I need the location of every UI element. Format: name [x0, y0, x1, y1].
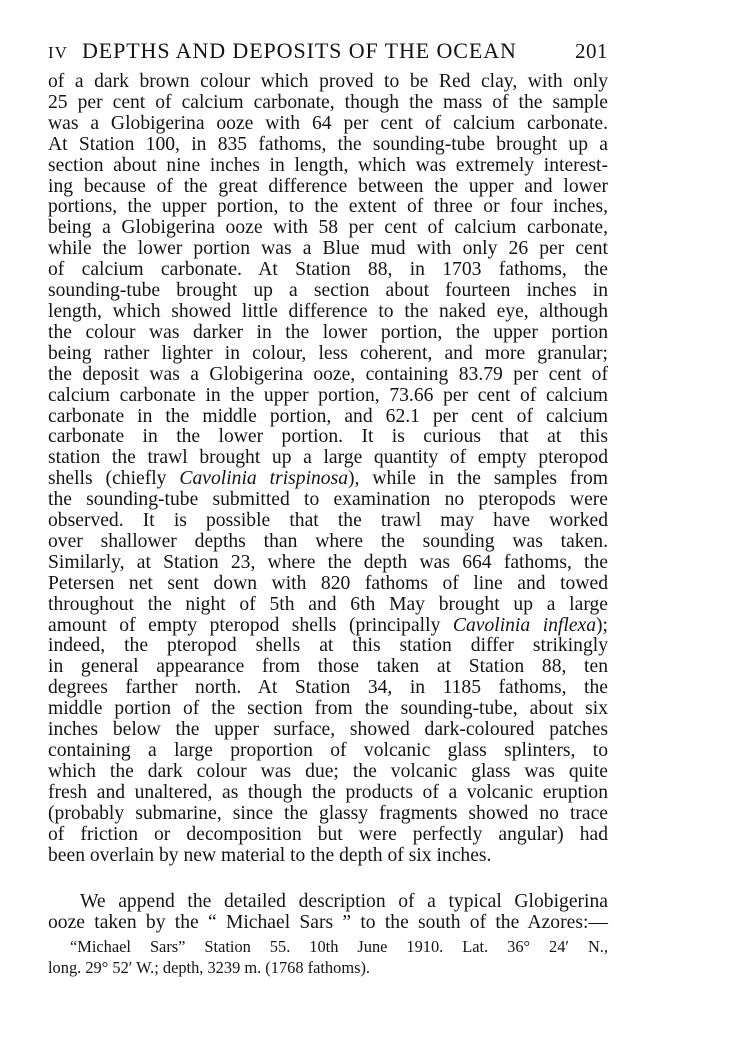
- text-line: portions, the upper portion, to the extent of three or four inches,: [48, 196, 608, 218]
- text-line: which the dark colour was due; the volcanic glass was quite: [48, 760, 608, 782]
- text-line: the deposit was a Globigerina ooze, containing 83.79 per cent of: [48, 363, 608, 385]
- running-title: DEPTHS AND DEPOSITS OF THE OCEAN: [81, 38, 517, 63]
- text-line: in general appearance from those taken at Station 88, ten: [48, 656, 608, 678]
- text-line: ing because of the great difference between the upper and lower: [48, 175, 608, 197]
- text-line: been overlain by new material to the depth of six inches.: [48, 844, 492, 866]
- text-line: ooze taken by the “ Michael Sars ” to the south of the Azores:—: [48, 912, 608, 934]
- text-line: carbonate in the lower portion. It is curious that at this: [48, 426, 608, 448]
- text-line: of a dark brown colour which proved to be Red clay, with only: [48, 71, 608, 92]
- text-line: (probably submarine, since the glassy fragments showed no trace: [48, 802, 608, 824]
- page: [48, 36, 608, 978]
- text-line-italic: amount of empty pteropod shells (principally Cavolinia inflexa);: [48, 614, 608, 636]
- text-line: length, which showed little difference to the naked eye, although: [48, 300, 608, 322]
- species-name: Cavolinia inflexa: [452, 614, 597, 636]
- text-line: At Station 100, in 835 fathoms, the sounding-tube brought up a: [48, 133, 608, 155]
- text-line: sounding-tube brought up a section about fourteen inches in: [48, 280, 608, 302]
- text-line: being a Globigerina ooze with 58 per cent of calcium carbonate,: [48, 217, 608, 239]
- text-line: section about nine inches in length, which was extremely interest-: [48, 154, 608, 176]
- text-line: Similarly, at Station 23, where the depth was 664 fathoms, the: [48, 551, 608, 573]
- text-line: of friction or decomposition but were perfectly angular) had: [48, 823, 608, 845]
- chapter-number: IV: [48, 43, 68, 62]
- text-line: over shallower depths than where the sounding was taken.: [48, 530, 608, 552]
- text-line: degrees farther north. At Station 34, in 1185 fathoms, the: [48, 677, 608, 699]
- text-line: Petersen net sent down with 820 fathoms of line and towed: [48, 572, 608, 594]
- paragraph-gap: [48, 866, 608, 892]
- text-line: middle portion of the section from the sounding-tube, about six: [48, 698, 608, 720]
- text-line-italic: shells (chiefly Cavolinia trispinosa), while in the samples from: [48, 468, 609, 490]
- text-line: the colour was darker in the lower portion, the upper portion: [48, 321, 608, 343]
- text-line: the sounding-tube submitted to examination no pteropods were: [48, 489, 608, 511]
- citation-line: “Michael Sars” Station 55. 10th June 1910. Lat. 36° 24′ N.,: [70, 937, 608, 957]
- citation-line: long. 29° 52′ W.; depth, 3239 m. (1768 fathoms).: [48, 958, 371, 978]
- text-line: station the trawl brought up a large quantity of empty pteropod: [48, 447, 608, 469]
- text-line: fresh and unaltered, as though the products of a volcanic eruption: [48, 781, 608, 803]
- text-line: We append the detailed description of a typical Globigerina: [80, 891, 608, 913]
- text-line: carbonate in the middle portion, and 62.1 per cent of calcium: [48, 405, 608, 427]
- page-number: 201: [575, 39, 608, 63]
- text-line: being rather lighter in colour, less coherent, and more granular;: [48, 342, 608, 364]
- species-name: Cavolinia trispinosa: [179, 468, 349, 490]
- body-paragraph-1: [48, 72, 608, 866]
- text-line: while the lower portion was a Blue mud with only 26 per cent: [48, 238, 608, 260]
- text-line: inches below the upper surface, showed dark-coloured patches: [48, 719, 608, 741]
- text-line: observed. It is possible that the trawl may have worked: [48, 510, 608, 532]
- text-line: containing a large proportion of volcanic glass splinters, to: [48, 740, 608, 761]
- text-line: indeed, the pteropod shells at this station differ strikingly: [48, 635, 608, 657]
- station-citation: [48, 936, 608, 978]
- text-line: calcium carbonate in the upper portion, 73.66 per cent of calcium: [48, 384, 608, 406]
- text-line: 25 per cent of calcium carbonate, though the mass of the sample: [48, 91, 608, 113]
- text-line: throughout the night of 5th and 6th May brought up a large: [48, 593, 608, 615]
- running-head: [48, 36, 608, 68]
- body-paragraph-2: [48, 892, 608, 934]
- text-line: of calcium carbonate. At Station 88, in 1703 fathoms, the: [48, 259, 608, 281]
- text-line: was a Globigerina ooze with 64 per cent of calcium carbonate.: [48, 112, 608, 134]
